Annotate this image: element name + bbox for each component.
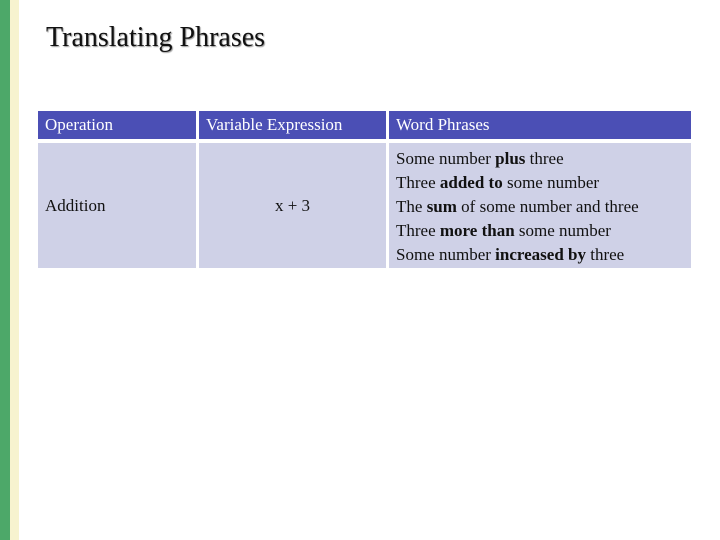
phrase-line <box>396 219 691 243</box>
phrase-text: The <box>396 197 427 216</box>
accent-bar-green <box>0 0 10 540</box>
header-operation: Operation <box>38 111 196 139</box>
cell-word-phrases <box>389 143 691 268</box>
phrase-line <box>396 147 691 171</box>
phrase-text: Three <box>396 221 440 240</box>
operation-text: Addition <box>45 195 106 215</box>
phrases-table <box>38 111 691 268</box>
phrase-line <box>396 195 691 219</box>
phrase-text: some number <box>514 221 611 240</box>
cell-operation <box>38 143 196 268</box>
phrase-text: Some number <box>396 245 496 264</box>
phrase-text: of some number and three <box>456 197 639 216</box>
phrase-keyword: sum <box>426 197 457 216</box>
phrase-text: three <box>585 245 625 264</box>
phrase-keyword: more than <box>439 221 515 240</box>
phrase-line <box>396 171 691 195</box>
phrase-keyword: plus <box>495 149 526 168</box>
header-variable-expression: Variable Expression <box>199 111 386 139</box>
phrase-text: three <box>525 149 564 168</box>
expression-text: x + 3 <box>274 195 311 215</box>
phrase-text: Some number <box>396 149 496 168</box>
phrase-keyword: added to <box>439 173 503 192</box>
accent-bar-yellow <box>10 0 19 540</box>
phrase-text: Three <box>396 173 440 192</box>
phrase-keyword: increased by <box>495 245 586 264</box>
header-word-phrases: Word Phrases <box>389 111 691 139</box>
cell-expression <box>199 143 386 268</box>
slide-title: Translating Phrases <box>46 22 266 53</box>
phrase-line <box>396 243 691 267</box>
phrase-text: some number <box>502 173 600 192</box>
